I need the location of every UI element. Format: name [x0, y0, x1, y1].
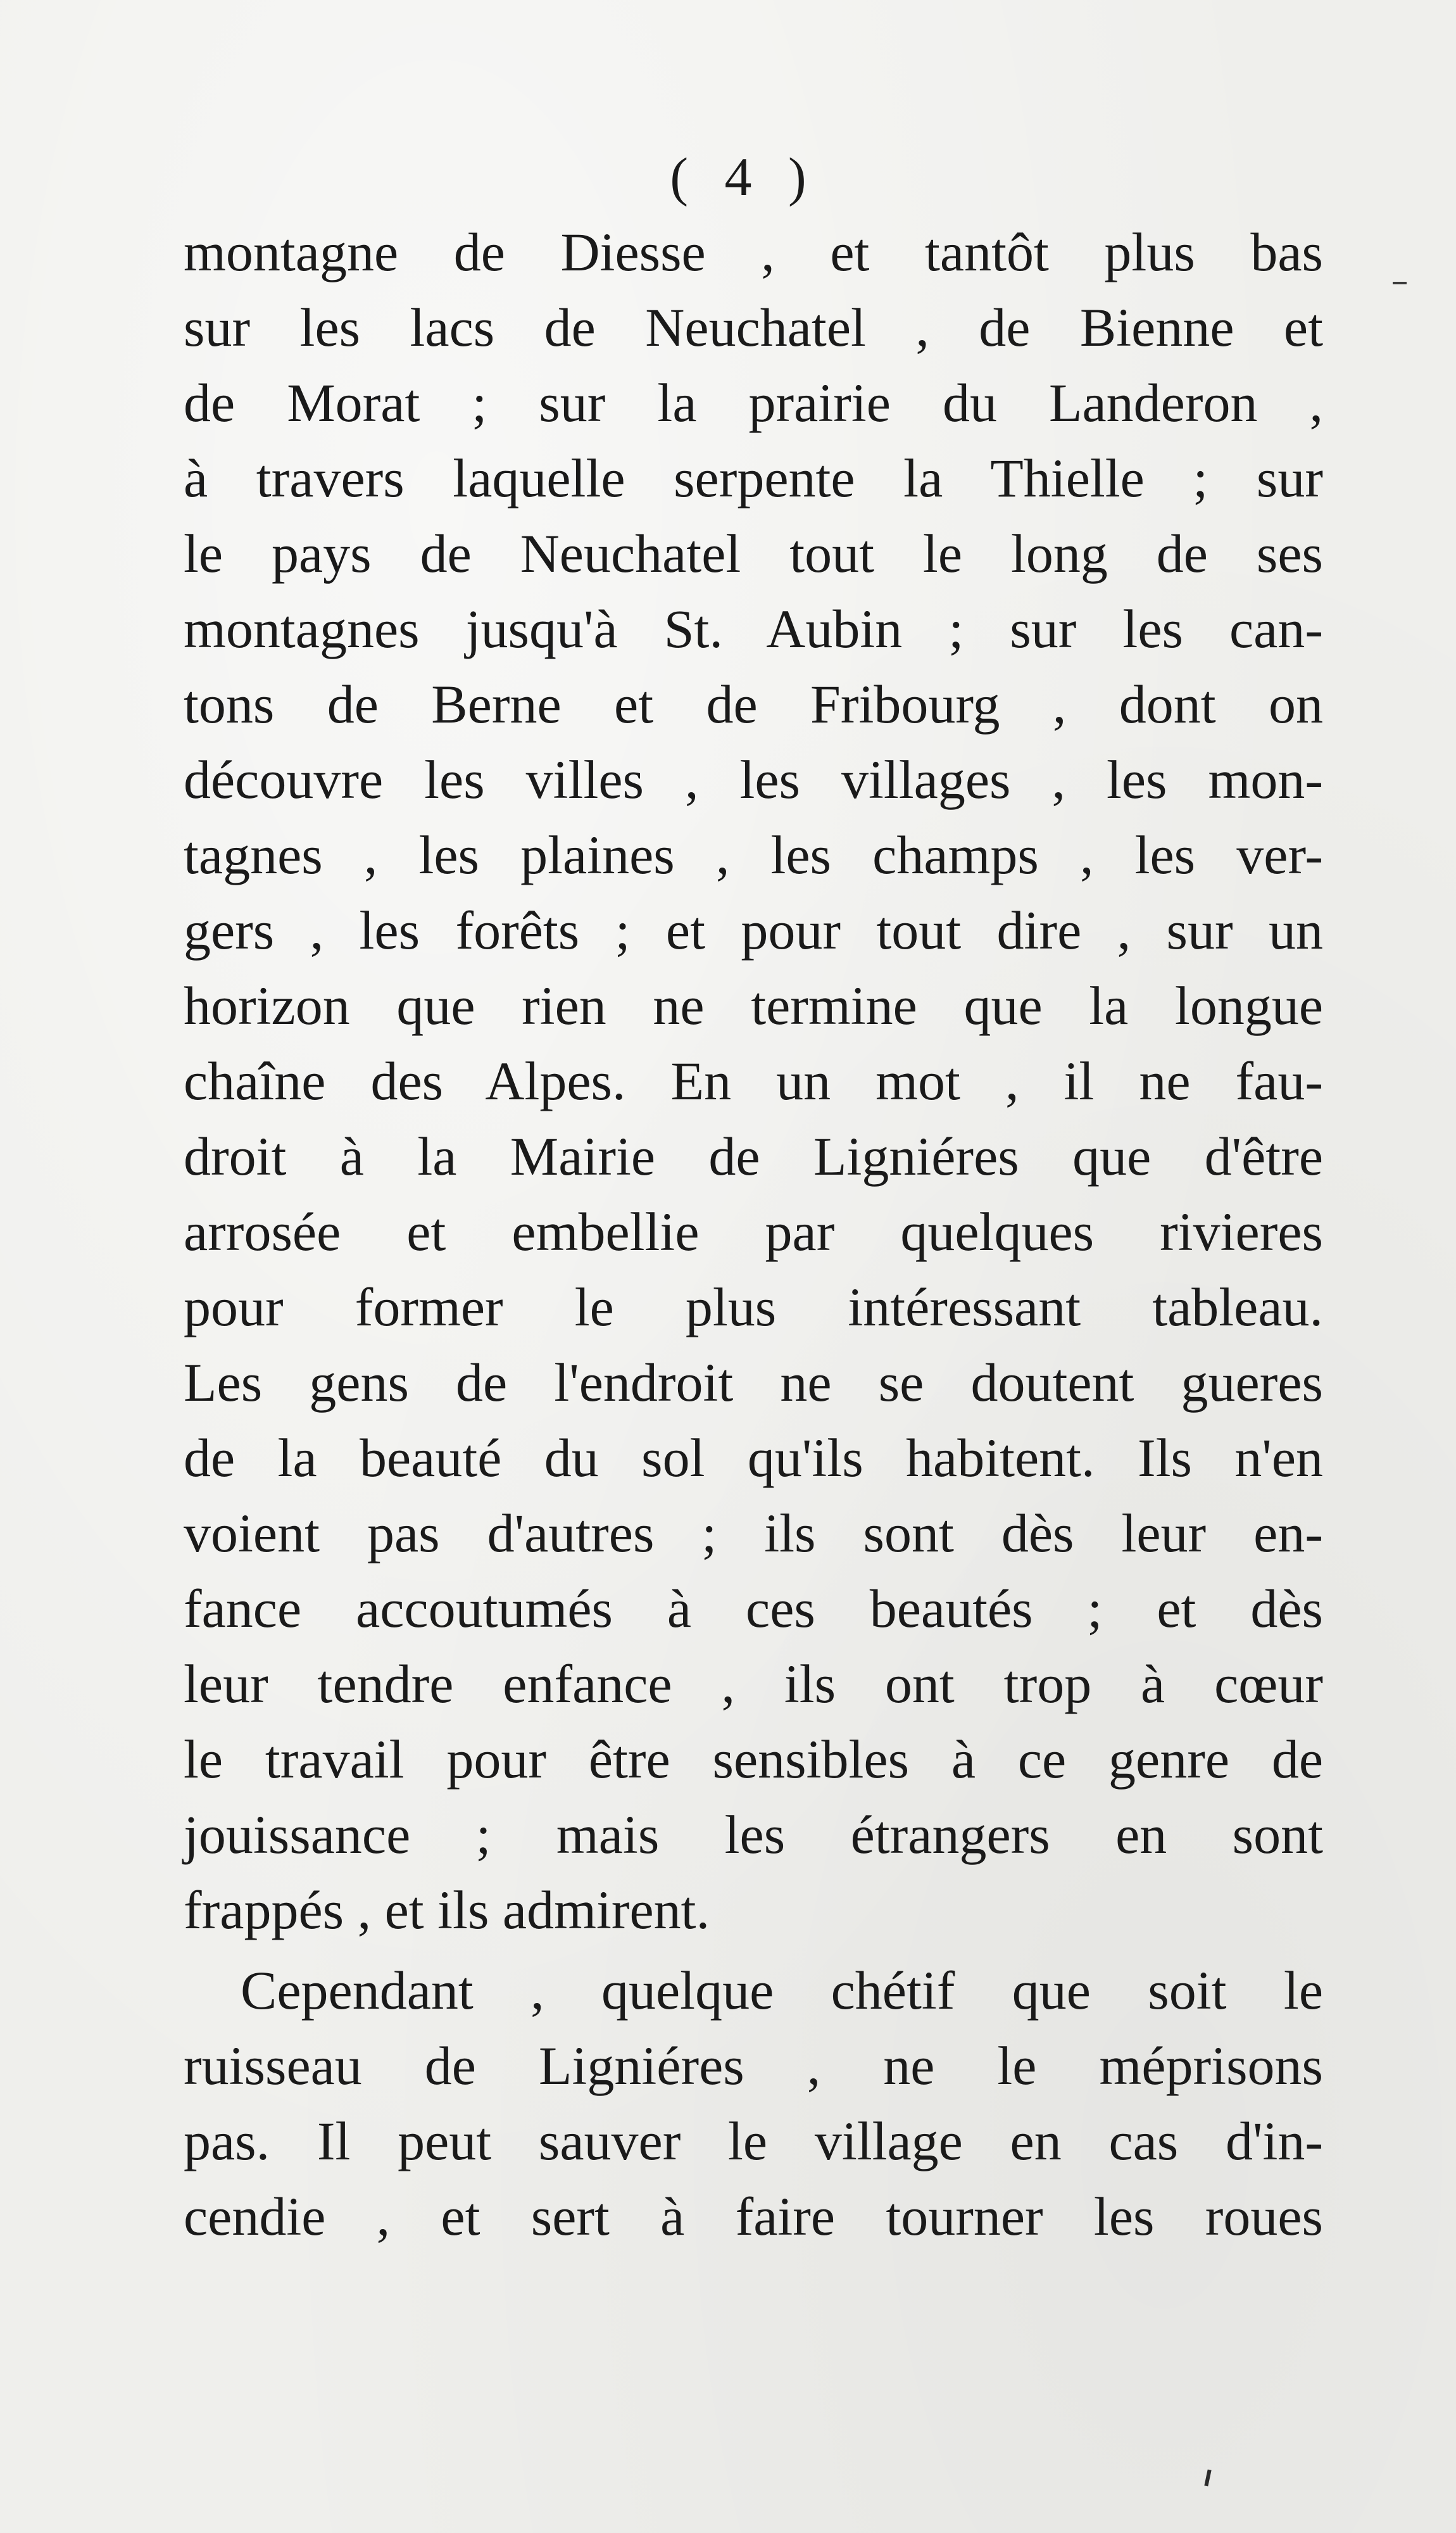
text-line: chaîne des Alpes. En un mot , il ne fau-	[184, 1051, 1323, 1111]
text-line: sur les lacs de Neuchatel , de Bienne et	[184, 297, 1323, 358]
text-line: ruisseau de Ligniéres , ne le méprisons	[184, 2035, 1323, 2096]
text-line: de la beauté du sol qu'ils habitent. Ils n'en	[184, 1427, 1323, 1488]
text-line: tons de Berne et de Fribourg , dont on	[184, 674, 1323, 735]
text-line: tagnes , les plaines , les champs , les ver-	[184, 824, 1323, 885]
text-line: Les gens de l'endroit ne se doutent gueres	[184, 1352, 1323, 1413]
text-line: arrosée et embellie par quelques rivieres	[184, 1201, 1323, 1262]
text-line: Cependant , quelque chétif que soit le	[241, 1960, 1323, 2021]
page-number: ( 4 )	[670, 146, 818, 207]
text-line: le travail pour être sensibles à ce genre de	[184, 1729, 1323, 1790]
text-line: fance accoutumés à ces beautés ; et dès	[184, 1578, 1323, 1639]
text-line: cendie , et sert à faire tourner les roues	[184, 2186, 1323, 2247]
paragraph-gap	[184, 1948, 1323, 1953]
text-line: voient pas d'autres ; ils sont dès leur en-	[184, 1503, 1323, 1563]
text-line: leur tendre enfance , ils ont trop à cœur	[184, 1653, 1323, 1714]
paper-speck	[1204, 2470, 1211, 2487]
text-line: découvre les villes , les villages , les mon-	[184, 749, 1323, 810]
text-line: gers , les forêts ; et pour tout dire , sur un	[184, 900, 1323, 961]
text-line: jouissance ; mais les étrangers en sont	[184, 1804, 1323, 1865]
text-line: droit à la Mairie de Ligniéres que d'être	[184, 1126, 1323, 1187]
text-line: pas. Il peut sauver le village en cas d'in-	[184, 2111, 1323, 2171]
text-line: montagne de Diesse , et tantôt plus bas	[184, 222, 1323, 282]
paragraph-2	[184, 1953, 1323, 2254]
text-line: frappés , et ils admirent.	[184, 1879, 710, 1940]
page-text	[184, 139, 1323, 2254]
text-line: le pays de Neuchatel tout le long de ses	[184, 523, 1323, 584]
text-line: pour former le plus intéressant tableau.	[184, 1277, 1323, 1337]
text-line: horizon que rien ne termine que la longue	[184, 975, 1323, 1036]
text-line: montagnes jusqu'à St. Aubin ; sur les can-	[184, 598, 1323, 659]
margin-mark	[1393, 282, 1407, 284]
text-line: à travers laquelle serpente la Thielle ; sur	[184, 448, 1323, 508]
text-line: de Morat ; sur la prairie du Landeron ,	[184, 372, 1323, 433]
paragraph-1	[184, 215, 1323, 1948]
